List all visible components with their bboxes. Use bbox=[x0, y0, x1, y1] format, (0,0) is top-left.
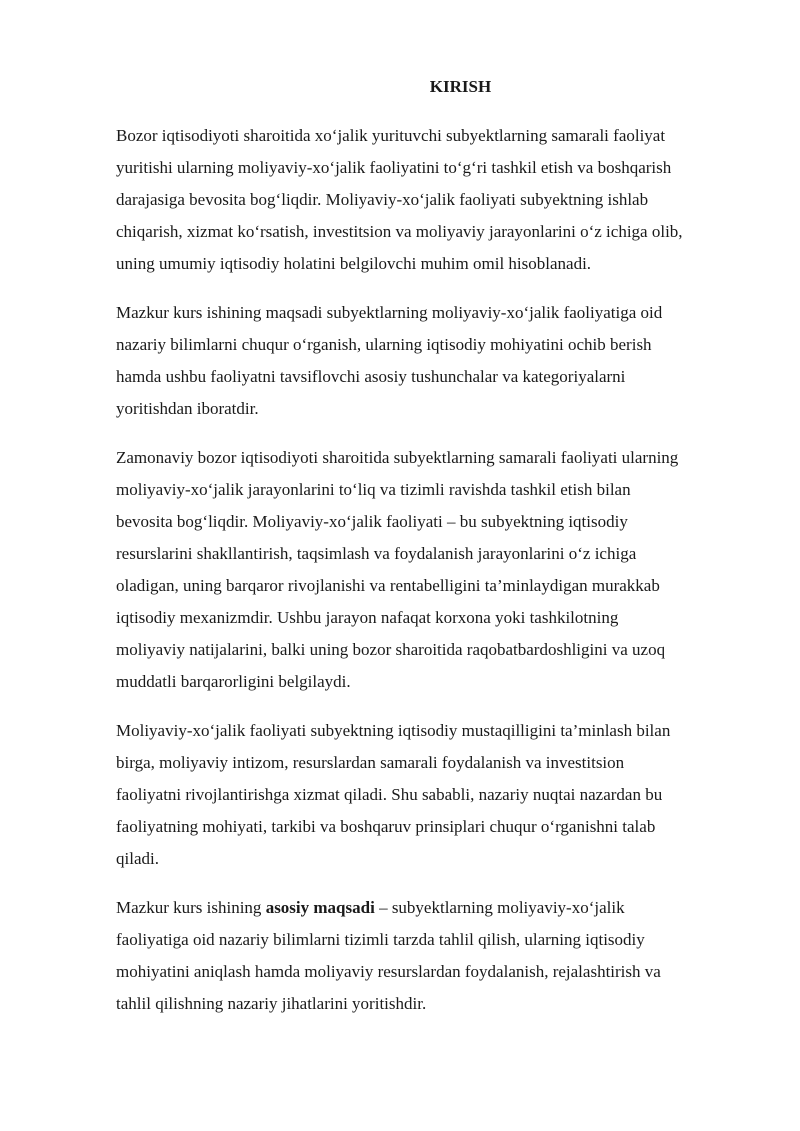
text-line: yoritishdan iboratdir. bbox=[116, 399, 259, 418]
paragraph-1 bbox=[116, 120, 748, 280]
text-run: – subyektlarning moliyaviy-xo‘jalik bbox=[374, 898, 625, 917]
paragraph-3 bbox=[116, 442, 748, 698]
text-line: faoliyatiga oid nazariy bilimlarni tizimli tarzda tahlil qilish, ularning iqtisodiy bbox=[116, 930, 645, 949]
paragraph-4 bbox=[116, 715, 748, 875]
text-line: moliyaviy natijalarini, balki uning bozor sharoitida raqobatbardoshligini va uzoq bbox=[116, 640, 666, 659]
text-line: nazariy bilimlarni chuqur o‘rganish, ularning iqtisodiy mohiyatini ochib berish bbox=[116, 335, 652, 354]
text-run: Mazkur kurs ishining bbox=[116, 898, 266, 917]
page-title: KIRISH bbox=[429, 77, 492, 96]
text-line: Mazkur kurs ishining maqsadi subyektlarning moliyaviy-xo‘jalik faoliyatiga oid bbox=[116, 303, 663, 322]
text-line: chiqarish, xizmat ko‘rsatish, investitsion va moliyaviy jarayonlarini o‘z ichiga olib, bbox=[116, 222, 683, 241]
paragraph-5 bbox=[116, 892, 748, 1020]
text-line: Bozor iqtisodiyoti sharoitida xo‘jalik yurituvchi subyektlarning samarali faoliyat bbox=[116, 126, 666, 145]
text-line: moliyaviy-xo‘jalik jarayonlarini to‘liq va tizimli ravishda tashkil etish bilan bbox=[116, 480, 631, 499]
text-line: yuritishi ularning moliyaviy-xo‘jalik faoliyatini to‘g‘ri tashkil etish va boshqarish bbox=[116, 158, 672, 177]
text-line: Zamonaviy bozor iqtisodiyoti sharoitida subyektlarning samarali faoliyati ularning bbox=[116, 448, 679, 467]
text-line: oladigan, uning barqaror rivojlanishi va rentabelligini ta’minlaydigan murakkab bbox=[116, 576, 660, 595]
bold-phrase: asosiy maqsadi bbox=[265, 898, 375, 917]
text-line: Moliyaviy-xo‘jalik faoliyati subyektning iqtisodiy mustaqilligini ta’minlash bilan bbox=[116, 721, 671, 740]
text-line: darajasiga bevosita bog‘liqdir. Moliyaviy-xo‘jalik faoliyati subyektning ishlab bbox=[116, 190, 649, 209]
text-line: qiladi. bbox=[116, 849, 159, 868]
text-line: birga, moliyaviy intizom, resurslardan samarali foydalanish va investitsion bbox=[116, 753, 625, 772]
text-line: hamda ushbu faoliyatni tavsiflovchi asosiy tushunchalar va kategoriyalarni bbox=[116, 367, 626, 386]
document-page bbox=[116, 74, 748, 1037]
text-line: resurslarini shakllantirish, taqsimlash va foydalanish jarayonlarini o‘z ichiga bbox=[116, 544, 637, 563]
text-line: faoliyatni rivojlantirishga xizmat qiladi. Shu sababli, nazariy nuqtai nazardan bu bbox=[116, 785, 663, 804]
text-line: faoliyatning mohiyati, tarkibi va boshqaruv prinsiplari chuqur o‘rganishni talab bbox=[116, 817, 656, 836]
text-line: muddatli barqarorligini belgilaydi. bbox=[116, 672, 351, 691]
text-line: tahlil qilishning nazariy jihatlarini yoritishdir. bbox=[116, 994, 427, 1013]
text-line: uning umumiy iqtisodiy holatini belgilovchi muhim omil hisoblanadi. bbox=[116, 254, 592, 273]
text-line: iqtisodiy mexanizmdir. Ushbu jarayon nafaqat korxona yoki tashkilotning bbox=[116, 608, 619, 627]
paragraph-2 bbox=[116, 297, 748, 425]
text-line bbox=[116, 892, 748, 924]
text-line: bevosita bog‘liqdir. Moliyaviy-xo‘jalik faoliyati – bu subyektning iqtisodiy bbox=[116, 512, 628, 531]
text-line: mohiyatini aniqlash hamda moliyaviy resurslardan foydalanish, rejalashtirish va bbox=[116, 962, 661, 981]
